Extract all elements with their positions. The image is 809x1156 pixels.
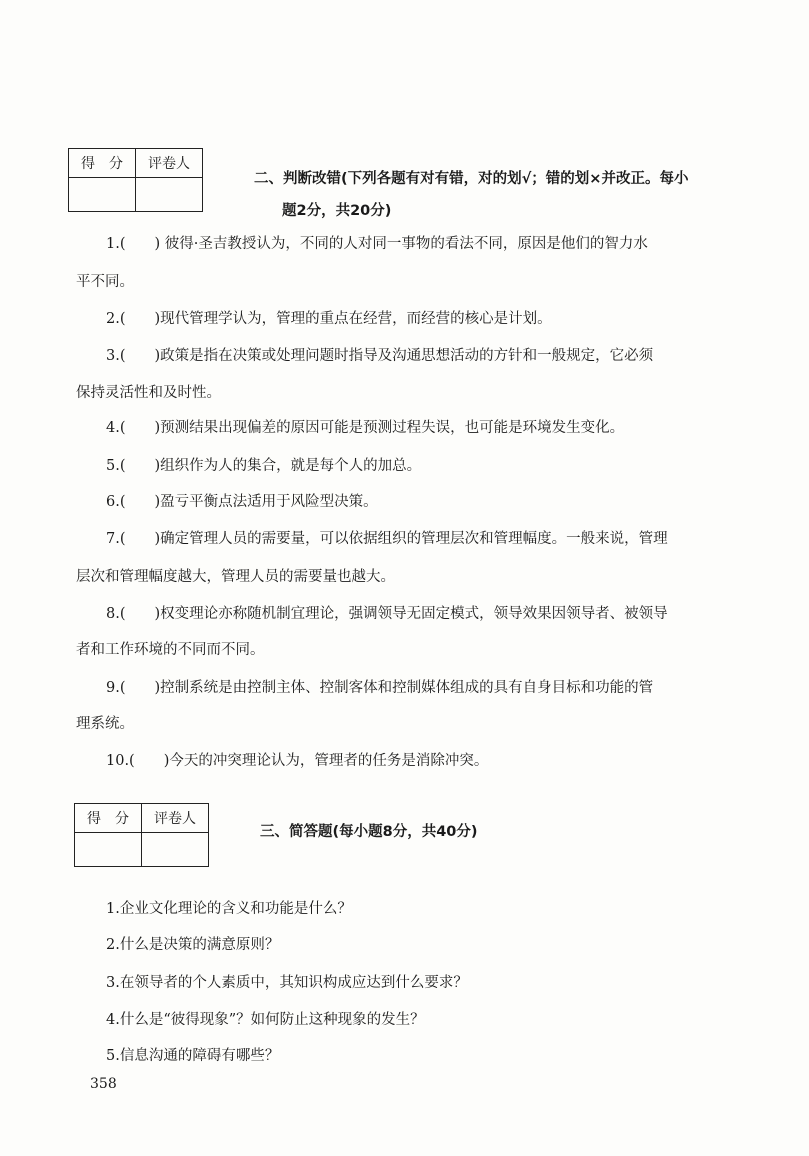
score-cell bbox=[69, 178, 136, 212]
grader-cell bbox=[142, 833, 209, 867]
q3-5: 5.信息沟通的障碍有哪些？ bbox=[106, 1048, 280, 1064]
section3-score-table bbox=[74, 803, 209, 867]
q2-10: 10.( )今天的冲突理论认为，管理者的任务是消除冲突。 bbox=[106, 753, 489, 769]
q2-4: 4.( )预测结果出现偏差的原因可能是预测过程失误，也可能是环境发生变化。 bbox=[106, 420, 625, 436]
q2-9-cont: 理系统。 bbox=[76, 716, 134, 732]
q2-9: 9.( )控制系统是由控制主体、控制客体和控制媒体组成的具有自身目标和功能的管 bbox=[106, 680, 654, 696]
q3-1: 1.企业文化理论的含义和功能是什么？ bbox=[106, 901, 352, 917]
score-header: 得 分 bbox=[69, 149, 136, 178]
q2-1: 1.( ) 彼得·圣吉教授认为，不同的人对同一事物的看法不同，原因是他们的智力水 bbox=[106, 236, 648, 252]
q2-8-cont: 者和工作环境的不同而不同。 bbox=[76, 642, 265, 658]
score-cell bbox=[75, 833, 142, 867]
q3-4: 4.什么是“彼得现象”？如何防止这种现象的发生？ bbox=[106, 1012, 425, 1028]
q3-3: 3.在领导者的个人素质中，其知识构成应达到什么要求？ bbox=[106, 975, 468, 991]
section3-title: 三、简答题(每小题8分，共40分) bbox=[260, 824, 478, 840]
section2-score-table bbox=[68, 148, 203, 212]
q2-8: 8.( )权变理论亦称随机制宜理论，强调领导无固定模式，领导效果因领导者、被领导 bbox=[106, 606, 668, 622]
q2-5: 5.( )组织作为人的集合，就是每个人的加总。 bbox=[106, 458, 422, 474]
score-header: 得 分 bbox=[75, 804, 142, 833]
q2-7-cont: 层次和管理幅度越大，管理人员的需要量也越大。 bbox=[76, 569, 395, 585]
grader-header: 评卷人 bbox=[142, 804, 209, 833]
q2-3: 3.( )政策是指在决策或处理问题时指导及沟通思想活动的方针和一般规定，它必须 bbox=[106, 348, 654, 364]
section2-title-line1: 二、判断改错(下列各题有对有错，对的划√；错的划×并改正。每小 bbox=[254, 171, 689, 187]
grader-cell bbox=[136, 178, 203, 212]
q3-2: 2.什么是决策的满意原则？ bbox=[106, 937, 280, 953]
q2-6: 6.( )盈亏平衡点法适用于风险型决策。 bbox=[106, 494, 378, 510]
section2-title-line2: 题2分，共20分) bbox=[282, 203, 392, 219]
q2-3-cont: 保持灵活性和及时性。 bbox=[76, 385, 221, 401]
grader-header: 评卷人 bbox=[136, 149, 203, 178]
page-number: 358 bbox=[90, 1076, 117, 1092]
q2-1-cont: 平不同。 bbox=[76, 274, 134, 290]
q2-7: 7.( )确定管理人员的需要量，可以依据组织的管理层次和管理幅度。一般来说，管理 bbox=[106, 531, 668, 547]
q2-2: 2.( )现代管理学认为，管理的重点在经营，而经营的核心是计划。 bbox=[106, 311, 552, 327]
